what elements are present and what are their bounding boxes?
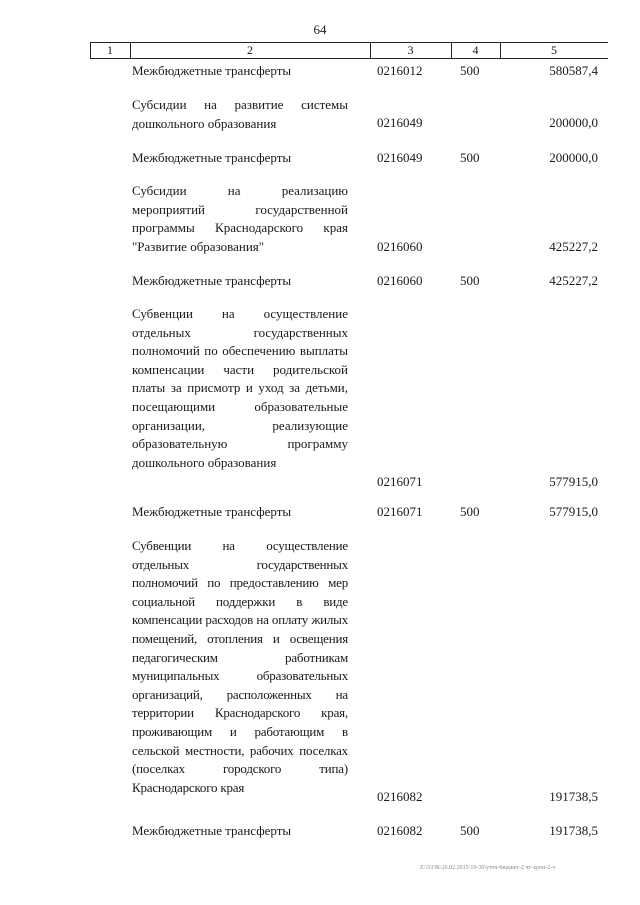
header-col-1: 1 — [107, 43, 113, 57]
row-code: 0216071 — [377, 504, 423, 519]
table-header — [90, 42, 608, 59]
header-col-3: 3 — [407, 43, 414, 57]
row-description: Межбюджетные трансферты — [132, 823, 292, 838]
row-description: Субсидии на реализацию мероприятий государственной программы Краснодарского края "Развитие образования" — [132, 183, 348, 254]
row-amount: 580587,4 — [549, 63, 598, 78]
row-description: Межбюджетные трансферты — [132, 273, 292, 288]
row-code: 0216082 — [377, 823, 423, 838]
row-type: 500 — [460, 150, 480, 165]
header-col-5: 5 — [551, 43, 557, 57]
row-code: 0216049 — [377, 115, 423, 130]
row-code: 0216012 — [377, 63, 423, 78]
row-amount: 425227,2 — [549, 273, 598, 288]
row-code: 0216049 — [377, 150, 423, 165]
header-col-4: 4 — [472, 43, 479, 57]
row-type: 500 — [460, 823, 480, 838]
row-description: Межбюджетные трансферты — [132, 504, 292, 519]
row-type: 500 — [460, 63, 480, 78]
row-amount: 191738,5 — [549, 823, 598, 838]
header-col-2: 2 — [247, 43, 253, 57]
row-amount: 425227,2 — [549, 239, 598, 254]
row-type: 500 — [460, 273, 480, 288]
page-number: 64 — [313, 22, 327, 37]
row-amount: 191738,5 — [549, 789, 598, 804]
row-description: Межбюджетные трансферты — [132, 63, 292, 78]
row-amount: 577915,0 — [549, 504, 598, 519]
row-amount: 200000,0 — [549, 150, 598, 165]
row-description: Субвенции на осуществление отдельных государственных полномочий по предоставлению мер социальной поддержки в виде компенсации расходов на оплату жилых помещений, отопления и освещения педагогическим работникам муниципальных образовательных организаций, расположенных на территории Краснодарского края, проживающим и работающим в сельской местности, рабочих поселках (поселках городского типа) Краснодарского края — [132, 538, 348, 795]
row-code: 0216060 — [377, 273, 423, 288]
row-amount: 200000,0 — [549, 115, 598, 130]
row-description: Субсидии на развитие системы дошкольного образования — [132, 97, 348, 131]
row-description: Межбюджетные трансферты — [132, 150, 292, 165]
row-code: 0216071 — [377, 474, 423, 489]
row-type: 500 — [460, 504, 480, 519]
row-amount: 577915,0 — [549, 474, 598, 489]
row-code: 0216060 — [377, 239, 423, 254]
row-description: Субвенции на осуществление отдельных государственных полномочий по обеспечению выплаты компенсации части родительской платы за присмотр и уход за детьми, посещающими образовательные организации, реализующие образовательную программу дошкольного образования — [132, 306, 348, 470]
file-path-note: Z:\5\ОК\26.02.2015\19-30\уточ-бюджет-2 чт-хрон-2-ч — [420, 865, 556, 871]
row-code: 0216082 — [377, 789, 423, 804]
